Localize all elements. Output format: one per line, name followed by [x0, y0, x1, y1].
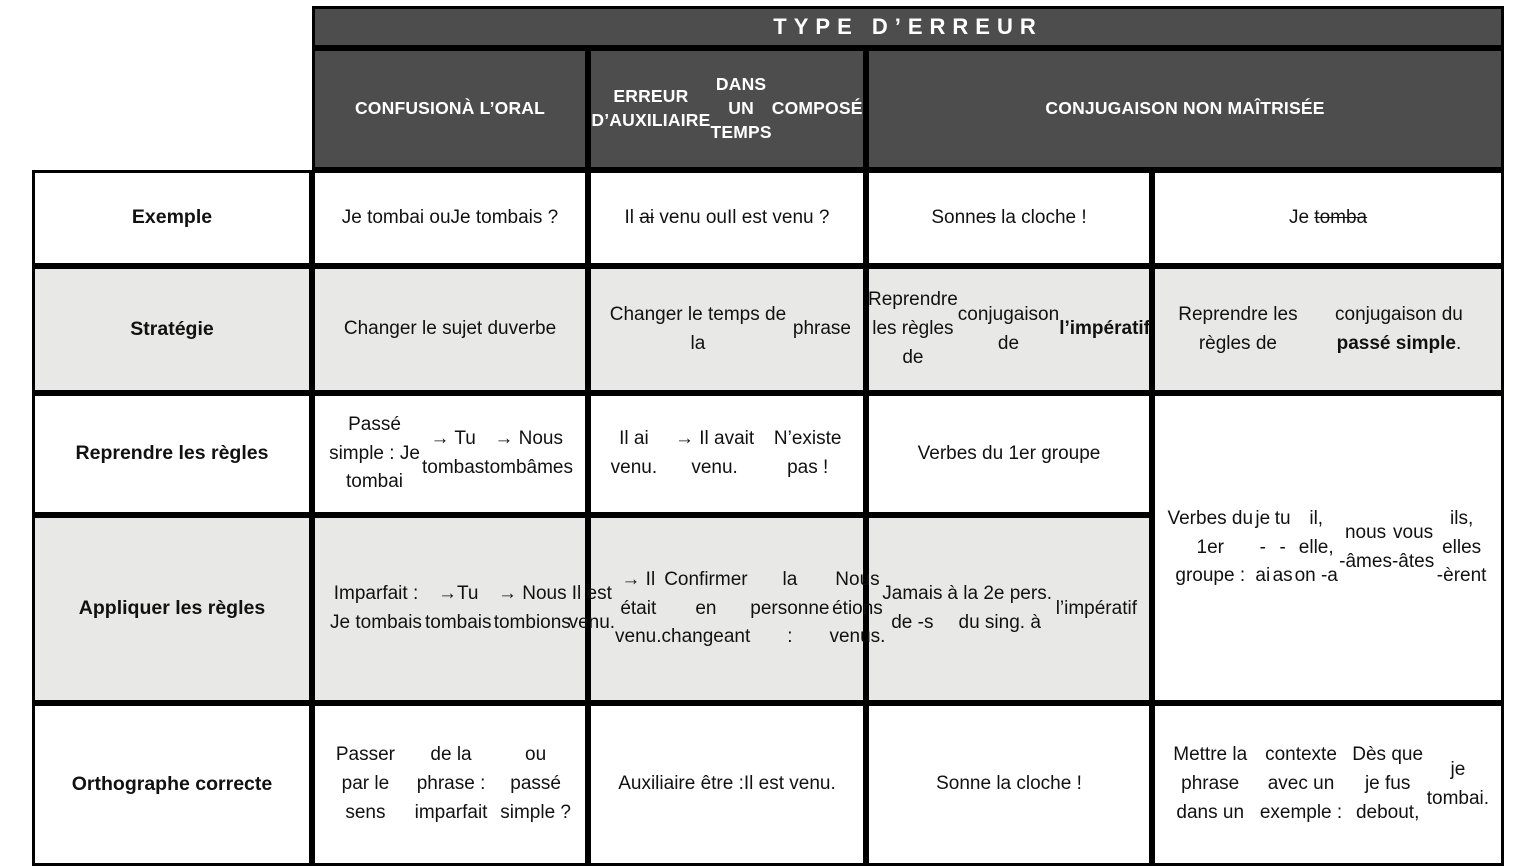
cell-text-line: Imparfait : Je tombais [330, 583, 422, 633]
text-post: . [1455, 332, 1462, 354]
row-label-appliquer-cell [32, 515, 312, 703]
row-label-orthographe-cell [32, 703, 312, 866]
cell-reprendre-conjugaison-a [866, 393, 1152, 515]
row-label-appliquer-les-regles: Appliquer les règles [32, 515, 312, 703]
table-row [32, 393, 1504, 515]
header-title-cell [312, 6, 1504, 48]
cell-text-line: il, elle, on -a [1294, 507, 1338, 587]
row-label-reprendre-les-regles: Reprendre les règles [32, 393, 312, 515]
cell-appliquer-conjugaison-a [866, 515, 1152, 703]
cell-text-line: Il est venu ? [727, 206, 830, 228]
cell-strategie-conjugaison-b [1152, 266, 1504, 393]
cell-text-line: Je tombais ? [450, 206, 559, 228]
cell-text-line: Auxiliaire être : [618, 773, 744, 795]
cell-exemple-conjugaison-b [1152, 170, 1504, 266]
cell-text-line: Jamais de -s [882, 583, 943, 633]
cell-strategie-oral [312, 266, 588, 393]
cell-text-line: → Il avait venu. [674, 428, 755, 478]
text-post: la cloche ! [995, 206, 1087, 228]
cell-text-line [1289, 204, 1367, 233]
column-header-conjugaison-non-maitrisee [866, 48, 1504, 170]
cell-text-line: de la phrase : imparfait [414, 744, 488, 823]
cell-text-line: Il est venu. [568, 583, 616, 633]
cell-text-line: → Il était venu. [615, 568, 662, 648]
text-post: venu ou [654, 206, 728, 228]
table-header-title-row [32, 6, 1504, 48]
row-label-exemple-cell [32, 170, 312, 266]
strikethrough-text: tomba [1314, 206, 1368, 228]
table-header-subcolumn-row [32, 48, 1504, 170]
cell-text-line [1309, 301, 1489, 359]
cell-text-line: Verbes du 1er groupe : [1167, 507, 1254, 587]
cell-text-line: phrase [792, 318, 851, 340]
col-header-aux-line1: ERREUR D’AUXILIAIRE [591, 86, 711, 130]
cell-text-bold: passé simple [1336, 332, 1456, 354]
cell-orthographe-oral [312, 703, 588, 866]
cell-orthographe-auxiliaire [588, 703, 866, 866]
cell-exemple-auxiliaire [588, 170, 866, 266]
row-label-strategie-cell [32, 266, 312, 393]
cell-text-line: Verbes du 1er groupe [917, 442, 1101, 464]
cell-text-line: Passer par le sens [335, 744, 395, 823]
row-label-strategie: Stratégie [32, 266, 312, 393]
header-corner-spacer-2 [32, 48, 312, 170]
cell-text-line: Changer le sujet du [343, 318, 509, 340]
cell-text-line: à la 2e pers. du sing. à [947, 583, 1052, 633]
error-type-table [32, 6, 1504, 866]
col-header-aux-line2: DANS UN TEMPS [710, 74, 772, 142]
cell-appliquer-oral [312, 515, 588, 703]
cell-text-line: Sonne la cloche ! [936, 773, 1082, 795]
cell-text-line: → Nous tombions [493, 583, 571, 633]
cell-text-line: Passé simple : Je tombai [329, 413, 420, 493]
col-header-aux-line3: COMPOSÉ [771, 98, 863, 119]
cell-strategie-conjugaison-a [866, 266, 1152, 393]
row-label-orthographe-correcte: Orthographe correcte [32, 703, 312, 866]
cell-text-line: Reprendre les règles de [868, 289, 958, 368]
cell-text-line: Changer le temps de la [609, 303, 787, 354]
table-row [32, 266, 1504, 393]
cell-reprendre-oral [312, 393, 588, 515]
cell-orthographe-conjugaison-b [1152, 703, 1504, 866]
cell-exemple-conjugaison-a [866, 170, 1152, 266]
cell-text-line: je -ai [1255, 507, 1271, 587]
text-pre: conjugaison du [1335, 303, 1463, 325]
text-pre: Il [624, 206, 640, 228]
column-header-confusion-orale [312, 48, 588, 170]
text-pre: Sonne [931, 206, 987, 228]
row-label-exemple: Exemple [32, 170, 312, 266]
cell-text-line: →Tu tombais [424, 583, 492, 633]
cell-exemple-oral [312, 170, 588, 266]
cell-text-line: Mettre la phrase dans un [1173, 744, 1248, 823]
cell-text-line: → Nous tombâmes [484, 428, 573, 478]
cell-text-bold: l’impératif [1059, 318, 1151, 340]
cell-text-line: Nous étions venus. [829, 568, 886, 648]
text-pre: Je [1288, 206, 1315, 228]
cell-text-line: je tombai. [1426, 758, 1490, 809]
cell-text-line: verbe [508, 318, 557, 340]
cell-text-line: N’existe pas ! [773, 428, 842, 478]
table-row [32, 703, 1504, 866]
strikethrough-text: s [986, 206, 996, 228]
cell-text-line [931, 204, 1086, 233]
cell-text-line [625, 204, 727, 233]
cell-text-line: contexte avec un exemple : [1259, 744, 1343, 823]
cell-text-line: Il ai venu. [610, 428, 658, 478]
cell-text-line: Je tombai ou [341, 206, 451, 228]
page-title: TYPE D’ERREUR [312, 6, 1504, 48]
header-corner-spacer [32, 6, 312, 48]
cell-orthographe-conjugaison-a [866, 703, 1152, 866]
col-header-oral-line1: CONFUSION [354, 98, 462, 119]
cell-text-line: ils, elles -èrent [1436, 507, 1487, 587]
cell-text-line: Reprendre les règles de [1178, 303, 1298, 354]
row-label-reprendre-cell [32, 393, 312, 515]
cell-text-line: l’impératif [1055, 597, 1137, 619]
cell-merged-conjugaison-b-terminaisons [1152, 393, 1504, 703]
col-header-conj-label: CONJUGAISON NON MAÎTRISÉE [866, 48, 1504, 170]
cell-text-line: vous -âtes [1391, 522, 1435, 572]
cell-text-line: Dès que je fus debout, [1352, 744, 1424, 823]
cell-strategie-auxiliaire [588, 266, 866, 393]
cell-text-line: tu -as [1272, 507, 1293, 587]
corner-blank [32, 6, 312, 48]
cell-reprendre-auxiliaire [588, 393, 866, 515]
cell-text-line: Confirmer en changeant [661, 568, 751, 648]
cell-text-line: → Tu tombas [421, 428, 485, 478]
corner-blank-2 [32, 48, 312, 170]
table-row [32, 170, 1504, 266]
cell-text-line: ou passé simple ? [500, 744, 571, 823]
col-header-oral-line2: À L’ORAL [461, 98, 546, 119]
cell-text-line: Il est venu. [743, 773, 836, 795]
cell-text-line: la personne : [750, 568, 830, 648]
cell-text-line: nous -âmes [1339, 522, 1392, 572]
cell-appliquer-auxiliaire [568, 515, 886, 703]
strikethrough-text: ai [639, 206, 655, 228]
column-header-erreur-auxiliaire [588, 48, 866, 170]
cell-text-line: conjugaison de [957, 303, 1060, 354]
